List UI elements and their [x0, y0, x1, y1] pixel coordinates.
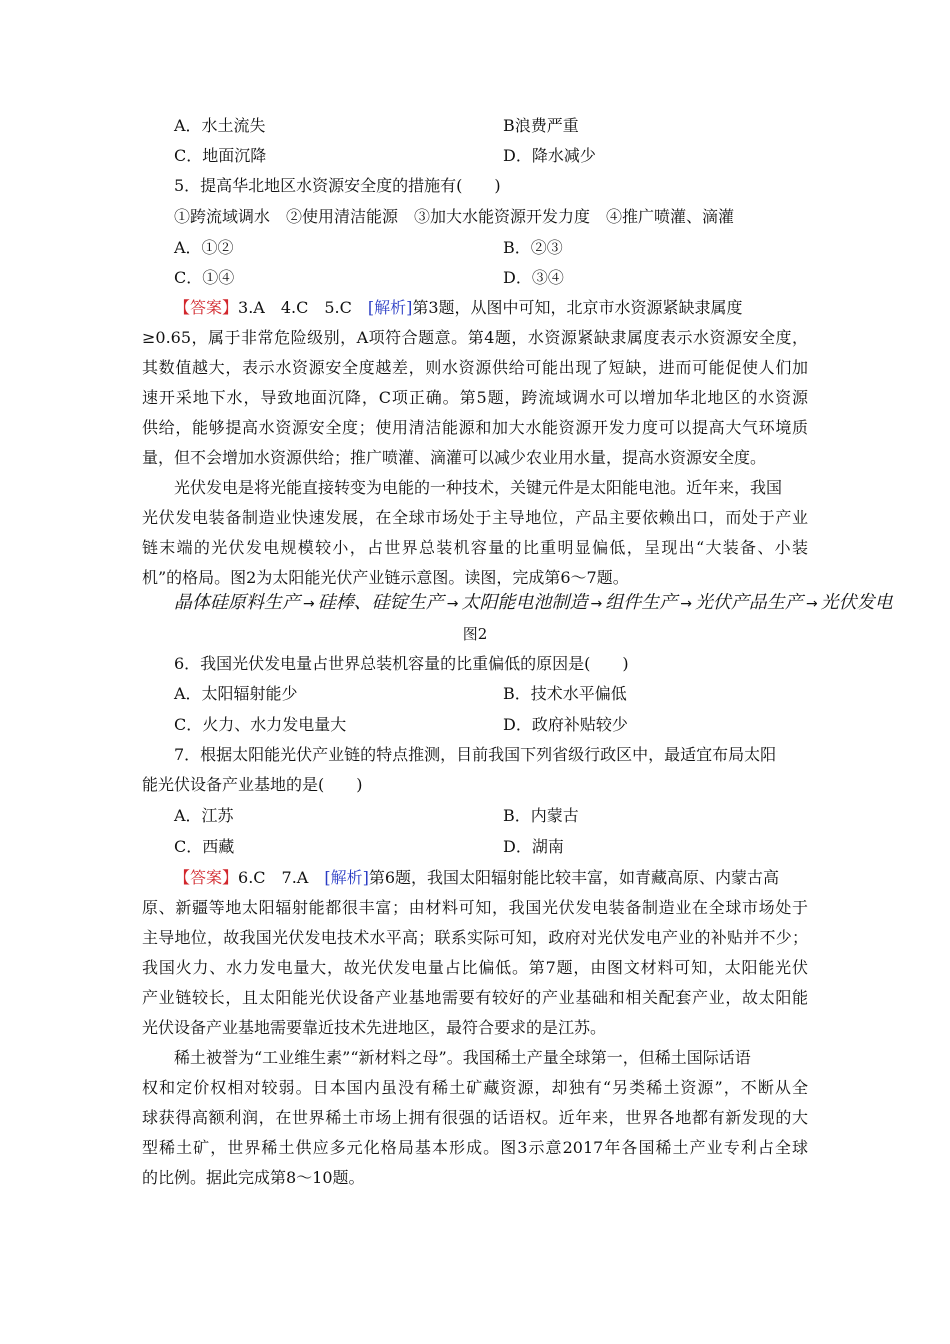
analysis-text-line: 量，但不会增加水资源供给；推广喷灌、滴灌可以减少农业用水量，提高水资源安全度。: [142, 448, 767, 467]
q4-option-a: A．水土流失: [174, 116, 266, 135]
answer-tag: 【答案】: [174, 868, 239, 887]
q4-option-c: C．地面沉降: [174, 146, 267, 165]
analysis-text-line: 主导地位，故我国光伏发电技术水平高；联系实际可知，政府对光伏发电产业的补贴并不少；: [142, 928, 808, 947]
q7-option-c: C．西藏: [174, 837, 235, 856]
q7-option-d: D．湖南: [503, 837, 564, 856]
answer-block-2-first-line: [174, 868, 779, 888]
arrow-right-icon: →: [680, 596, 692, 612]
arrow-right-icon: →: [590, 596, 603, 612]
q7-stem-continued: 能光伏设备产业基地的是( ): [142, 775, 363, 794]
q6-option-c: C．火力、水力发电量大: [174, 715, 347, 734]
analysis-text-line: 我国火力、水力发电量大，故光伏发电量占比偏低。第7题，由图文材料可知，太阳能光伏: [142, 958, 808, 977]
arrow-right-icon: →: [446, 596, 459, 612]
material-paragraph-line: 权和定价权相对较弱。日本国内虽没有稀土矿藏资源，却独有“另类稀土资源”，不断从全: [142, 1078, 808, 1097]
analysis-text-line: ≥0.65，属于非常危险级别，A项符合题意。第4题，水资源紧缺隶属度表示水资源安全度，: [142, 328, 808, 347]
analysis-text-line: 产业链较长，且太阳能光伏设备产业基地需要有较好的产业基础和相关配套产业，故太阳能: [142, 988, 808, 1007]
arrow-right-icon: →: [303, 596, 315, 612]
figure-2-caption: 图2: [462, 625, 488, 643]
q6-option-d: D．政府补贴较少: [503, 715, 628, 734]
arrow-right-icon: →: [805, 596, 818, 612]
q7-stem: 7．根据太阳能光伏产业链的特点推测，目前我国下列省级行政区中，最适宜布局太阳: [174, 745, 777, 764]
q5-option-d: D．③④: [503, 268, 564, 287]
material-paragraph-line: 球获得高额利润，在世界稀土市场上拥有很强的话语权。近年来，世界各地都有新发现的大: [142, 1108, 808, 1127]
q7-option-b: B．内蒙古: [503, 806, 579, 825]
q4-option-b: B浪费严重: [503, 116, 579, 135]
analysis-text-line: 光伏设备产业基地需要靠近技术先进地区，最符合要求的是江苏。: [142, 1018, 607, 1037]
q6-option-b: B．技术水平偏低: [503, 684, 627, 703]
analysis-text-line: 速开采地下水，导致地面沉降，C项正确。第5题，跨流域调水可以增加华北地区的水资源: [142, 388, 808, 407]
q5-option-c: C．①④: [174, 268, 235, 287]
q6-option-a: A．太阳辐射能少: [174, 684, 298, 703]
chain-step: 组件生产: [605, 592, 678, 613]
material-paragraph-line: 机”的格局。图2为太阳能光伏产业链示意图。读图，完成第6～7题。: [142, 568, 629, 587]
analysis-text-line: 供给，能够提高水资源安全度；使用清洁能源和加大水能资源开发力度可以提高大气环境质: [142, 418, 808, 437]
q4-option-d: D．降水减少: [503, 146, 596, 165]
q5-option-b: B．②③: [503, 238, 563, 257]
analysis-tag: [解析]: [367, 298, 413, 317]
q5-option-a: A．①②: [174, 238, 234, 257]
chain-step: 光伏发电: [820, 592, 893, 613]
answer-values: 3.A 4.C 5.C: [238, 298, 368, 317]
q5-items: ①跨流域调水 ②使用清洁能源 ③加大水能资源开发力度 ④推广喷灌、滴灌: [174, 207, 735, 226]
answer-values: 6.C 7.A: [238, 868, 325, 887]
q7-option-a: A．江苏: [174, 806, 234, 825]
material-paragraph-line: 的比例。据此完成第8～10题。: [142, 1168, 365, 1187]
answer-block-1-first-line: [174, 298, 743, 318]
material-paragraph-line: 光伏发电装备制造业快速发展，在全球市场处于主导地位，产品主要依赖出口，而处于产业: [142, 508, 808, 527]
chain-step: 光伏产品生产: [694, 592, 803, 613]
q6-stem: 6．我国光伏发电量占世界总装机容量的比重偏低的原因是( ): [174, 654, 629, 673]
analysis-text-line: 其数值越大，表示水资源安全度越差，则水资源供给可能出现了短缺，进而可能促使人们加: [142, 358, 808, 377]
chain-step: 晶体硅原料生产: [174, 592, 300, 613]
analysis-tag: [解析]: [324, 868, 369, 887]
chain-step: 太阳能电池制造: [461, 592, 588, 613]
chain-step: 硅棒、硅锭生产: [317, 592, 444, 613]
q5-stem: 5．提高华北地区水资源安全度的措施有( ): [174, 176, 501, 195]
answer-tag: 【答案】: [174, 298, 239, 317]
figure-2-industry-chain: [174, 590, 950, 617]
material-paragraph-line: 型稀土矿，世界稀土供应多元化格局基本形成。图3示意2017年各国稀土产业专利占全球: [142, 1138, 808, 1157]
material-paragraph-line: 链末端的光伏发电规模较小，占世界总装机容量的比重明显偏低，呈现出“大装备、小装: [142, 538, 808, 557]
material-paragraph-line: 光伏发电是将光能直接转变为电能的一种技术，关键元件是太阳能电池。近年来，我国: [174, 478, 783, 497]
analysis-text-line: 第6题，我国太阳辐射能比较丰富，如青藏高原、内蒙古高: [368, 868, 780, 887]
material-paragraph-line: 稀土被誉为“工业维生素”“新材料之母”。我国稀土产量全球第一，但稀土国际话语: [174, 1048, 751, 1067]
analysis-text-line: 原、新疆等地太阳辐射能都很丰富；由材料可知，我国光伏发电装备制造业在全球市场处于: [142, 898, 808, 917]
analysis-text-line: 第3题，从图中可知，北京市水资源紧缺隶属度: [412, 298, 743, 317]
